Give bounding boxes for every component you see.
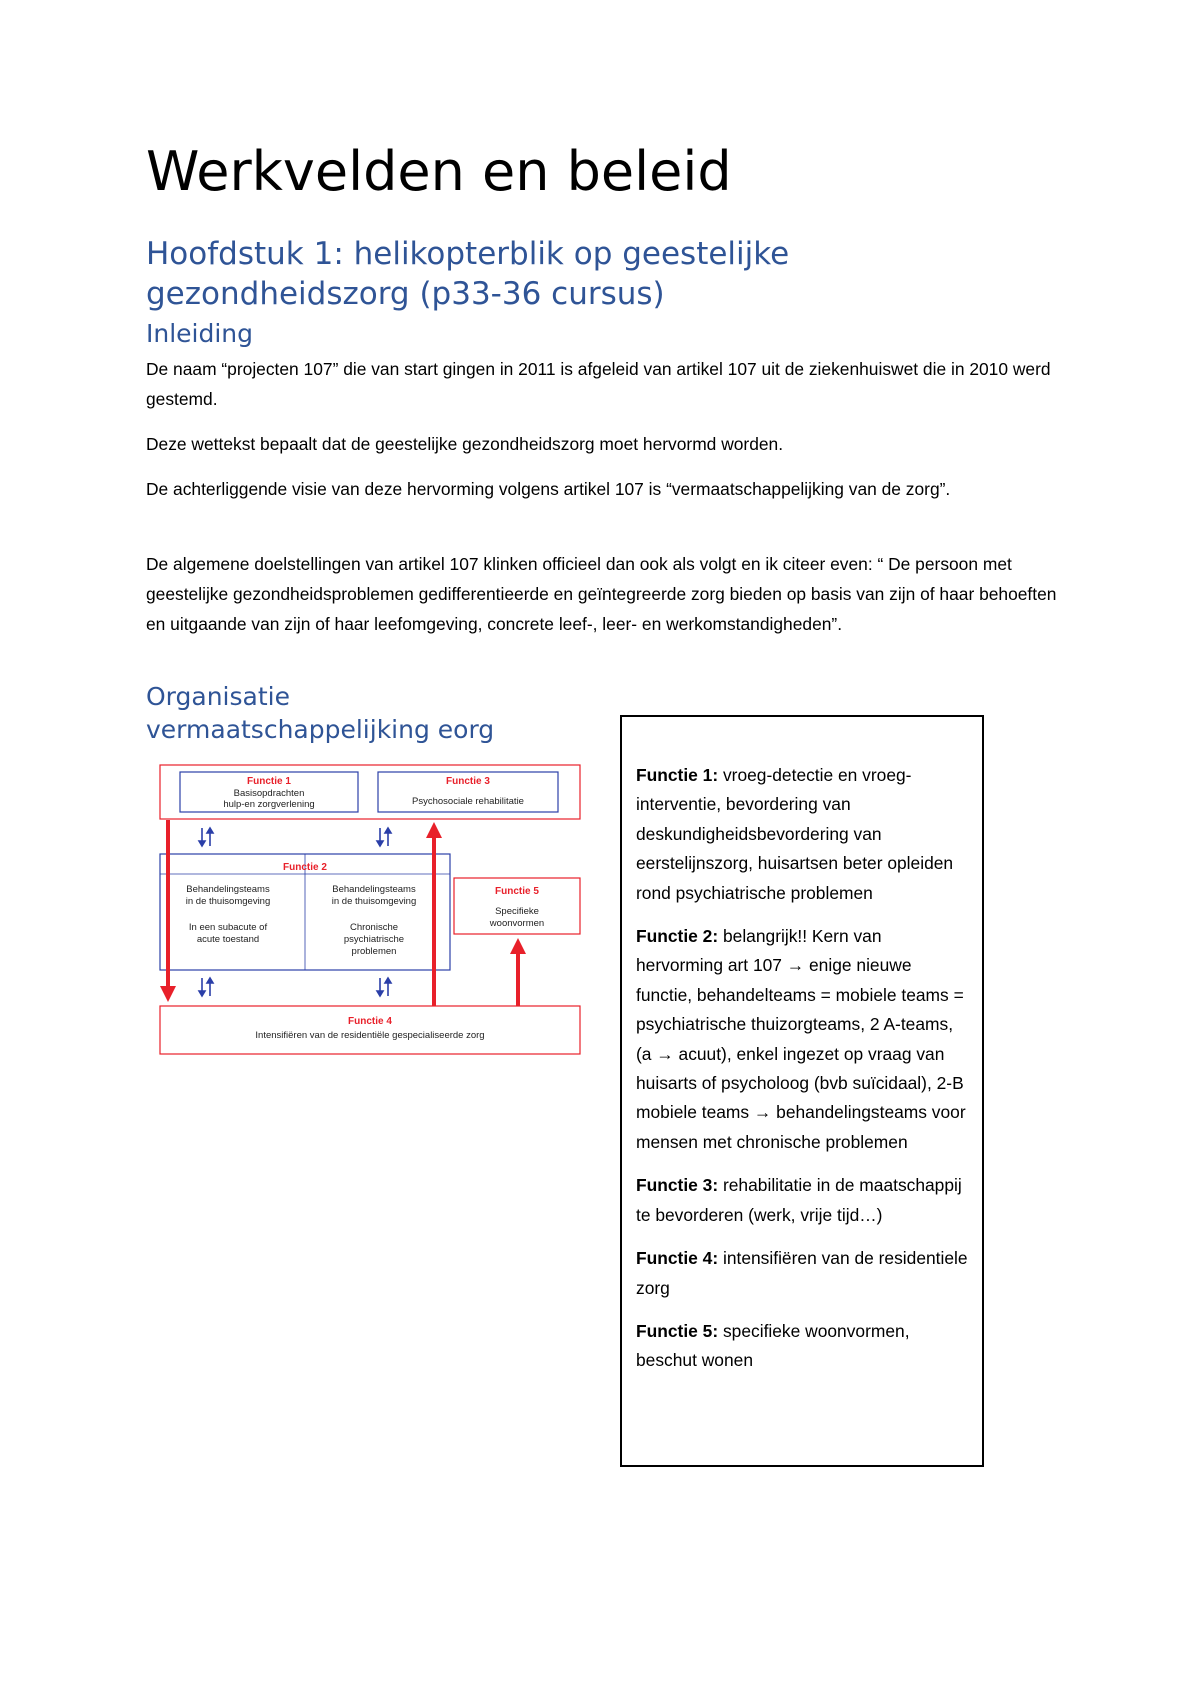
functie-4-label: Functie 4: <box>636 1248 719 1269</box>
functie-1-label: Functie 1: <box>636 765 719 785</box>
paragraph-4: De algemene doelstellingen van artikel 107 klinken officieel dan ook als volgt en ik citeer even: “ De persoon met geestelijke gezondheidsproblemen gedifferentieerde en geïntegreerde zorg bieden op basis van zijn of haar behoeften en uitgaande van zijn of haar leefomgeving, concrete leef-, leer- en werkomstandigheden”. <box>146 554 1057 634</box>
functie-4-description <box>636 1244 972 1303</box>
functie-2-right-line3: Chronische <box>349 922 399 933</box>
functie-2-left-line1: Behandelingsteams <box>186 884 270 895</box>
functies-description-box <box>620 715 984 1467</box>
section-heading-inleiding: Inleiding <box>146 319 254 348</box>
functie-4-title: Functie 4 <box>348 1016 392 1027</box>
exchange-arrows-bottom-right <box>377 978 391 996</box>
functie-4-line1: Intensifiëren van de residentiële gespecialiseerde zorg <box>255 1030 485 1041</box>
functie-1-title: Functie 1 <box>247 776 291 787</box>
paragraph-1: De naam “projecten 107” die van start gingen in 2011 is afgeleid van artikel 107 uit de ziekenhuiswet die in 2010 werd gestemd. <box>146 359 1051 409</box>
functie-1-line1: Basisopdrachten <box>233 788 305 799</box>
paragraph-2: Deze wettekst bepaalt dat de geestelijke gezondheidszorg moet hervormd worden. <box>146 434 784 454</box>
functie-4-text: intensifiëren van de residentiele zorg <box>636 1248 968 1298</box>
chapter-heading: Hoofdstuk 1: helikopterblik op geestelijke gezondheidszorg (p33-36 cursus) <box>146 236 790 312</box>
document-title: Werkvelden en beleid <box>146 140 732 203</box>
section-heading-line1: Organisatie <box>146 682 290 711</box>
functie-5-line1: Specifieke <box>495 906 539 917</box>
functie-5-line2: woonvormen <box>489 918 545 929</box>
top-band-box <box>160 765 580 819</box>
functie-3-text: rehabilitatie in de maatschappij te bevorderen (werk, vrije tijd…) <box>636 1175 962 1225</box>
functie-2-right-line1: Behandelingsteams <box>332 884 416 895</box>
functie-3-label: Functie 3: <box>636 1175 719 1196</box>
functie-2-text: belangrijk!! Kern van hervorming art 107 → enige nieuwe functie, behandelteams = mobiele teams = psychiatrische thuizorgteams, 2 A-teams, (a → acuut), enkel ingezet op vraag van huisarts of psycholoog (bvb suïcidaal), 2-B mobiele teams → behandelingsteams voor mensen met chronische problemen <box>636 926 966 1152</box>
functie-2-right-line5: problemen <box>351 946 397 957</box>
exchange-arrows-bottom-left <box>199 978 213 996</box>
section-heading-line2: vermaatschappelijking eorg <box>146 715 495 744</box>
functie-3-title: Functie 3 <box>446 776 490 787</box>
functie-3-line1: Psychosociale rehabilitatie <box>412 796 524 807</box>
functie-2-left-line4: acute toestand <box>196 934 260 945</box>
section-heading-organisatie <box>146 680 494 746</box>
functie-2-description <box>636 922 972 1157</box>
functie-5-label: Functie 5: <box>636 1320 719 1341</box>
functie-2-left-line3: In een subacute of <box>188 922 268 933</box>
red-arrow-up-right <box>426 822 442 1006</box>
functies-diagram <box>156 762 586 1062</box>
functie-5-text: specifieke woonvormen, beschut wonen <box>636 1320 910 1371</box>
red-arrow-up-functie-5 <box>510 938 526 1006</box>
functie-2-title: Functie 2 <box>283 862 327 873</box>
functie-1-text: vroeg-detectie en vroeg-interventie, bevordering van deskundigheidsbevordering van eerstelijnszorg, huisartsen beter opleiden rond psychiatrische problemen <box>636 765 954 903</box>
functie-2-label: Functie 2: <box>636 926 719 947</box>
functie-5-description <box>636 1317 972 1376</box>
functie-2-left-line2: in de thuisomgeving <box>185 896 271 907</box>
functie-3-description <box>636 1171 972 1230</box>
functie-2-right-line4: psychiatrische <box>343 934 405 945</box>
functie-2-right-line2: in de thuisomgeving <box>331 896 417 907</box>
exchange-arrows-top-right <box>377 828 391 846</box>
red-arrow-down-left <box>160 820 176 1002</box>
functie-1-description <box>636 761 972 908</box>
functie-5-title: Functie 5 <box>495 886 539 897</box>
paragraph-3: De achterliggende visie van deze hervorming volgens artikel 107 is “vermaatschappelijking van de zorg”. <box>146 479 951 499</box>
functie-1-line2: hulp-en zorgverlening <box>223 799 315 810</box>
exchange-arrows-top-left <box>199 828 213 846</box>
